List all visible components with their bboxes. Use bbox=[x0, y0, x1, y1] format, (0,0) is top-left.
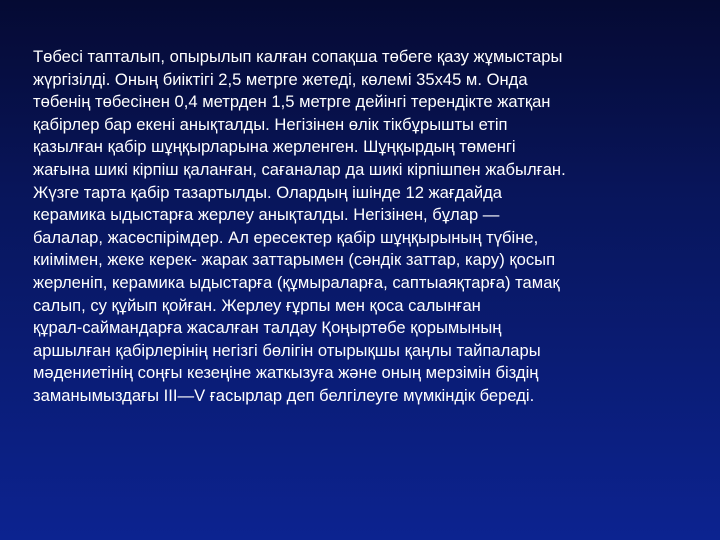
text-line: жағына шикі кірпіш қаланған, сағаналар да шикі кірпішпен жабылған. bbox=[33, 159, 566, 179]
text-line: жерленіп, керамика ыдыстарға (құмыраларға, саптыаяқтарға) тамақ bbox=[33, 272, 560, 292]
text-line: заманымыздағы III—V ғасырлар деп белгілеуге мүмкіндік береді. bbox=[33, 385, 535, 405]
text-line: Төбесі тапталып, опырылып калған сопақша төбеге қазу жұмыстары bbox=[33, 47, 563, 66]
text-line: қазылған қабір шұңқырларына жерленген. Шұңқырдың төменгі bbox=[33, 137, 516, 157]
text-line: киімімен, жеке керек- жарак заттарымен (сәндік заттар, кару) қосып bbox=[33, 250, 556, 270]
text-line: қабірлер бар екені анықталды. Негізінен өлік тікбұрышты етіп bbox=[33, 114, 508, 134]
text-line: төбенің төбесінен 0,4 метрден 1,5 метрге дейінгі терендікте жатқан bbox=[33, 92, 551, 112]
text-line: құрал-саймандарға жасалған талдау Қоңыртөбе қорымының bbox=[33, 318, 502, 338]
slide-body-text bbox=[33, 46, 703, 408]
text-line: мәдениетінің соңғы кезеңіне жаткызуға және оның мерзімін біздің bbox=[33, 363, 539, 383]
text-line: салып, су құйып қойған. Жерлеу ғұрпы мен қоса салынған bbox=[33, 295, 481, 315]
text-line: Жүзге тарта қабір тазартылды. Олардың ішінде 12 жағдайда bbox=[33, 182, 502, 202]
text-line: керамика ыдыстарға жерлеу анықталды. Негізінен, бұлар — bbox=[33, 205, 500, 225]
text-line: балалар, жасөспірімдер. Ал ересектер қабір шұңқырының түбіне, bbox=[33, 227, 539, 247]
text-line: аршылған қабірлерінің негізгі бөлігін отырықшы қаңлы тайпалары bbox=[33, 340, 541, 360]
text-line: жүргізілді. Оның биіктігі 2,5 метрге жетеді, көлемі 35х45 м. Онда bbox=[33, 69, 528, 89]
